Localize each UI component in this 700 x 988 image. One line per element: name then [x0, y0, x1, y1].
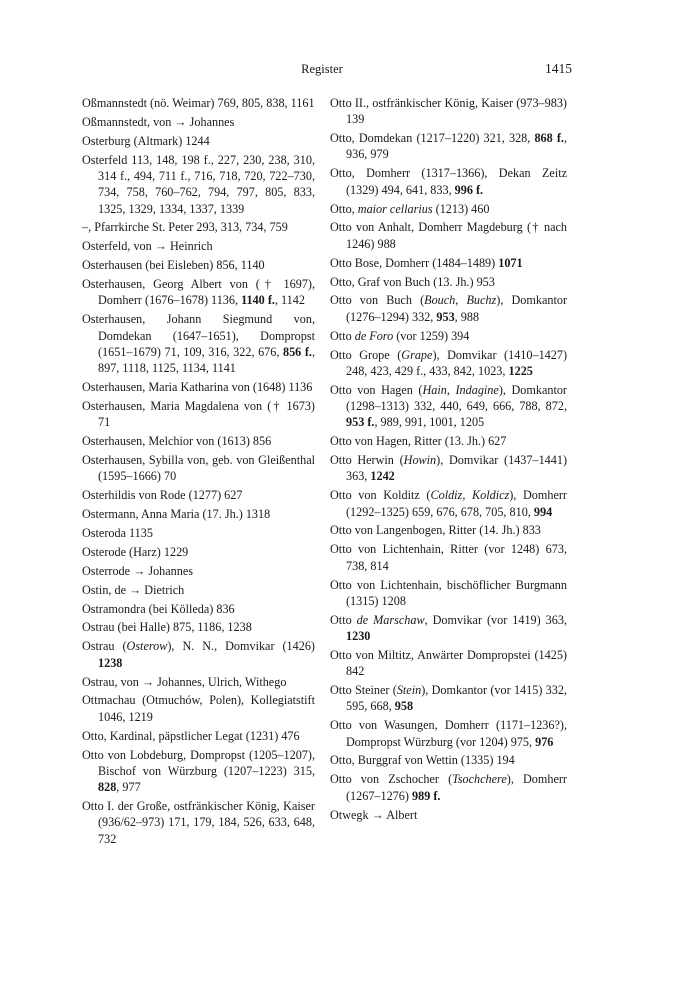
index-entry: [82, 525, 315, 541]
entry-text: ,: [462, 488, 472, 503]
index-entry: [330, 255, 567, 271]
entry-text: Osterode (Harz) 1229: [82, 544, 189, 559]
main-reference: 1230: [346, 629, 371, 643]
entry-text: Otto II., ostfränkischer König, Kaiser (973–983) 139: [330, 96, 567, 127]
index-entry: [330, 328, 567, 344]
index-entry: [82, 379, 315, 395]
entry-text: Otto I. der Große, ostfränkischer König, Kaiser (936/62–973) 171, 179, 184, 526, 633, 648, 732: [82, 799, 315, 846]
entry-text: Otto Steiner (: [330, 683, 397, 698]
variant-name: Bouch: [424, 293, 456, 308]
variant-name: Hain: [422, 382, 447, 397]
variant-name: Buchz: [466, 293, 497, 308]
index-entry: [330, 577, 567, 610]
variant-name: de Marschaw: [356, 612, 425, 627]
index-entry: [82, 638, 315, 671]
entry-text: Osterhausen, Johann Siegmund von, Domdekan (1647–1651), Dompropst (1651–1679) 71, 109, 316, 322, 676,: [82, 312, 315, 359]
main-reference: 868 f.: [534, 131, 564, 146]
index-entry: [82, 311, 315, 376]
index-entry: [82, 544, 315, 560]
main-reference: 976: [535, 734, 554, 749]
main-reference: 1140 f.: [241, 293, 275, 308]
entry-text: , 977: [116, 780, 141, 795]
index-entry: [82, 692, 315, 725]
index-entry: [330, 541, 567, 574]
main-reference: 994: [533, 504, 553, 519]
entry-text: Osteroda 1135: [82, 526, 153, 541]
variant-name: de Foro: [354, 328, 394, 343]
main-reference: 1071: [498, 255, 523, 270]
entry-text: Osterburg (Altmark) 1244: [82, 133, 210, 148]
entry-text: , 989, 991, 1001, 1205: [374, 415, 485, 430]
index-entry: [82, 433, 315, 449]
entry-text: Osterhausen, Maria Magdalena von († 1673) 71: [82, 398, 315, 430]
entry-text: Otto von Anhalt, Domherr Magdeburg († nach 1246) 988: [330, 220, 567, 251]
index-entry: [82, 276, 315, 309]
index-column-right: [330, 95, 567, 825]
variant-name: Koldicz: [472, 488, 510, 503]
index-entry: [330, 347, 567, 380]
index-entry: [330, 292, 567, 325]
entry-text: Ostrau (: [82, 639, 127, 654]
index-entry: [330, 807, 567, 823]
entry-text: ), Domvikar (1410–1427) 248, 423, 429 f., 433, 842, 1023,: [346, 347, 568, 378]
page-header: [82, 61, 572, 80]
variant-name: Grape: [401, 347, 433, 362]
main-reference: 989 f.: [412, 788, 441, 803]
main-reference: 996 f.: [454, 182, 484, 197]
entry-text: (vor 1259) 394: [393, 328, 470, 343]
entry-text: Ottmachau (Otmuchów, Polen), Kollegiatstift 1046, 1219: [82, 693, 315, 724]
index-entry: [82, 728, 315, 744]
running-title: Register: [301, 62, 343, 76]
index-entry: [82, 747, 315, 796]
index-entry: [330, 382, 567, 431]
entry-text: Otto, Domherr (1317–1366), Dekan Zeitz (1329) 494, 641, 833,: [330, 166, 567, 197]
main-reference: 1242: [370, 469, 395, 484]
index-entry: [82, 257, 315, 273]
entry-text: Ostin, de → Dietrich: [82, 582, 185, 597]
index-entry: [82, 219, 315, 235]
entry-text: Otto Grope (: [330, 347, 402, 362]
entry-text: Otto, Graf von Buch (13. Jh.) 953: [330, 274, 495, 289]
entry-text: Otto Herwin (: [330, 453, 404, 468]
index-entry: [330, 201, 567, 217]
index-entry: [330, 165, 567, 198]
index-entry: [330, 771, 567, 804]
index-entry: [330, 274, 567, 290]
entry-text: Otto,: [330, 201, 358, 216]
index-entry: [82, 619, 315, 635]
entry-text: Osterhausen, Georg Albert von († 1697), Domherr (1676–1678) 1136,: [82, 277, 315, 308]
entry-text: Osterhausen (bei Eisleben) 856, 1140: [82, 258, 265, 273]
entry-text: ,: [446, 382, 456, 397]
index-entry: [330, 717, 567, 750]
entry-text: Otto von Kolditz (: [330, 488, 431, 503]
index-entry: [82, 601, 315, 617]
entry-text: , 936, 979: [346, 131, 567, 162]
variant-name: maior cellarius: [357, 201, 433, 216]
entry-text: Otto von Hagen, Ritter (13. Jh.) 627: [330, 434, 507, 449]
entry-text: , 988: [454, 309, 480, 324]
entry-text: , Domvikar (vor 1419) 363,: [424, 612, 567, 627]
entry-text: Otto von Lichtenhain, bischöflicher Burgmann (1315) 1208: [330, 577, 567, 608]
index-entry: [82, 95, 315, 111]
entry-text: (1213) 460: [432, 201, 490, 216]
index-entry: [330, 647, 567, 680]
variant-name: Stein: [396, 683, 422, 698]
main-reference: 953: [436, 309, 455, 324]
index-column-left: [82, 95, 315, 850]
entry-text: Ostrau (bei Halle) 875, 1186, 1238: [82, 620, 252, 635]
variant-name: Osterow: [126, 639, 168, 654]
index-entry: [82, 133, 315, 149]
entry-text: Osterhausen, Maria Katharina von (1648) 1136: [82, 380, 313, 395]
index-entry: [330, 487, 567, 520]
entry-text: ), Domherr (1292–1325) 659, 676, 678, 705, 810,: [346, 488, 567, 519]
entry-text: Otto: [330, 328, 355, 343]
entry-text: ), Domkantor (1276–1294) 332,: [346, 293, 568, 324]
entry-text: Otto von Langenbogen, Ritter (14. Jh.) 833: [330, 523, 541, 538]
main-reference: 1225: [508, 363, 533, 378]
entry-text: Otto, Kardinal, päpstlicher Legat (1231) 476: [82, 728, 300, 743]
index-entry: [330, 95, 567, 128]
entry-text: Ostrau, von → Johannes, Ulrich, Withego: [82, 674, 287, 689]
entry-text: ), Domvikar (1437–1441) 363,: [346, 453, 567, 484]
entry-text: Otto, Domdekan (1217–1220) 321, 328,: [330, 131, 535, 146]
entry-text: Otto von Buch (: [330, 293, 425, 308]
entry-text: Osterrode → Johannes: [82, 563, 194, 578]
entry-text: Ostramondra (bei Kölleda) 836: [82, 601, 235, 616]
entry-text: Otto von Wasungen, Domherr (1171–1236?), Dompropst Würzburg (vor 1204) 975,: [330, 718, 567, 749]
index-entry: [82, 452, 315, 485]
main-reference: 953 f.: [346, 415, 375, 430]
index-entry: [82, 398, 315, 431]
entry-text: Otto von Lichtenhain, Ritter (vor 1248) 673, 738, 814: [330, 542, 567, 573]
entry-text: Osterfeld, von → Heinrich: [82, 239, 213, 254]
entry-text: Otto: [330, 612, 357, 627]
index-entry: [330, 612, 567, 645]
index-entry: [330, 433, 567, 449]
entry-text: , 897, 1118, 1125, 1134, 1141: [98, 344, 315, 376]
entry-text: ,: [455, 293, 467, 308]
index-entry: [82, 487, 315, 503]
variant-name: Coldiz: [430, 488, 463, 503]
entry-text: , 1142: [274, 293, 305, 308]
entry-text: Otto von Miltitz, Anwärter Dompropstei (1425) 842: [330, 647, 567, 679]
entry-text: ), Domkantor (vor 1415) 332, 595, 668,: [346, 683, 567, 714]
entry-text: ), N. N., Domvikar (1426): [167, 639, 315, 654]
variant-name: Tsochchere: [452, 772, 507, 787]
entry-text: Oßmannstedt (nö. Weimar) 769, 805, 838, 1161: [82, 96, 315, 110]
index-entry: [82, 114, 315, 130]
entry-text: Osterhausen, Sybilla von, geb. von Gleißenthal (1595–1666) 70: [82, 453, 315, 484]
variant-name: Howin: [403, 453, 437, 468]
index-entry: [82, 674, 315, 690]
variant-name: Indagine: [455, 382, 499, 397]
index-entry: [330, 219, 567, 252]
index-entry: [330, 752, 567, 768]
entry-text: Otto von Lobdeburg, Dompropst (1205–1207), Bischof von Würzburg (1207–1223) 315,: [82, 747, 315, 778]
index-entry: [82, 238, 315, 254]
entry-text: Otto von Zschocher (: [330, 772, 453, 787]
entry-text: ), Domherr (1267–1276): [346, 772, 567, 803]
entry-text: Oßmannstedt, von → Johannes: [82, 114, 235, 129]
index-entry: [330, 522, 567, 538]
index-entry: [82, 506, 315, 522]
entry-text: Osterhildis von Rode (1277) 627: [82, 488, 243, 503]
main-reference: 1238: [98, 655, 123, 670]
entry-text: ), Domkantor (1298–1313) 332, 440, 649, 666, 788, 872,: [346, 382, 567, 413]
entry-text: Otwegk → Albert: [330, 807, 418, 822]
entry-text: –, Pfarrkirche St. Peter 293, 313, 734, 759: [82, 220, 288, 235]
index-entry: [82, 152, 315, 217]
index-entry: [82, 798, 315, 847]
main-reference: 856 f.: [282, 344, 312, 359]
entry-text: Otto, Burggraf von Wettin (1335) 194: [330, 753, 515, 768]
index-entry: [82, 582, 315, 598]
entry-text: Osterhausen, Melchior von (1613) 856: [82, 434, 272, 449]
index-entry: [330, 130, 567, 163]
index-entry: [82, 563, 315, 579]
main-reference: 958: [394, 699, 414, 714]
entry-text: Ostermann, Anna Maria (17. Jh.) 1318: [82, 507, 271, 522]
index-entry: [330, 682, 567, 715]
entry-text: Otto von Hagen (: [330, 382, 423, 397]
entry-text: Osterfeld 113, 148, 198 f., 227, 230, 238, 310, 314 f., 494, 711 f., 716, 718, 720, 722–730, 734, 758, 760–762, 794, 797, 805, 833, 1325, 1329, 1334, 1337, 1339: [82, 152, 315, 216]
entry-text: Otto Bose, Domherr (1484–1489): [330, 255, 499, 270]
page-number: 1415: [545, 61, 572, 76]
main-reference: 828: [98, 780, 117, 795]
index-entry: [330, 452, 567, 485]
